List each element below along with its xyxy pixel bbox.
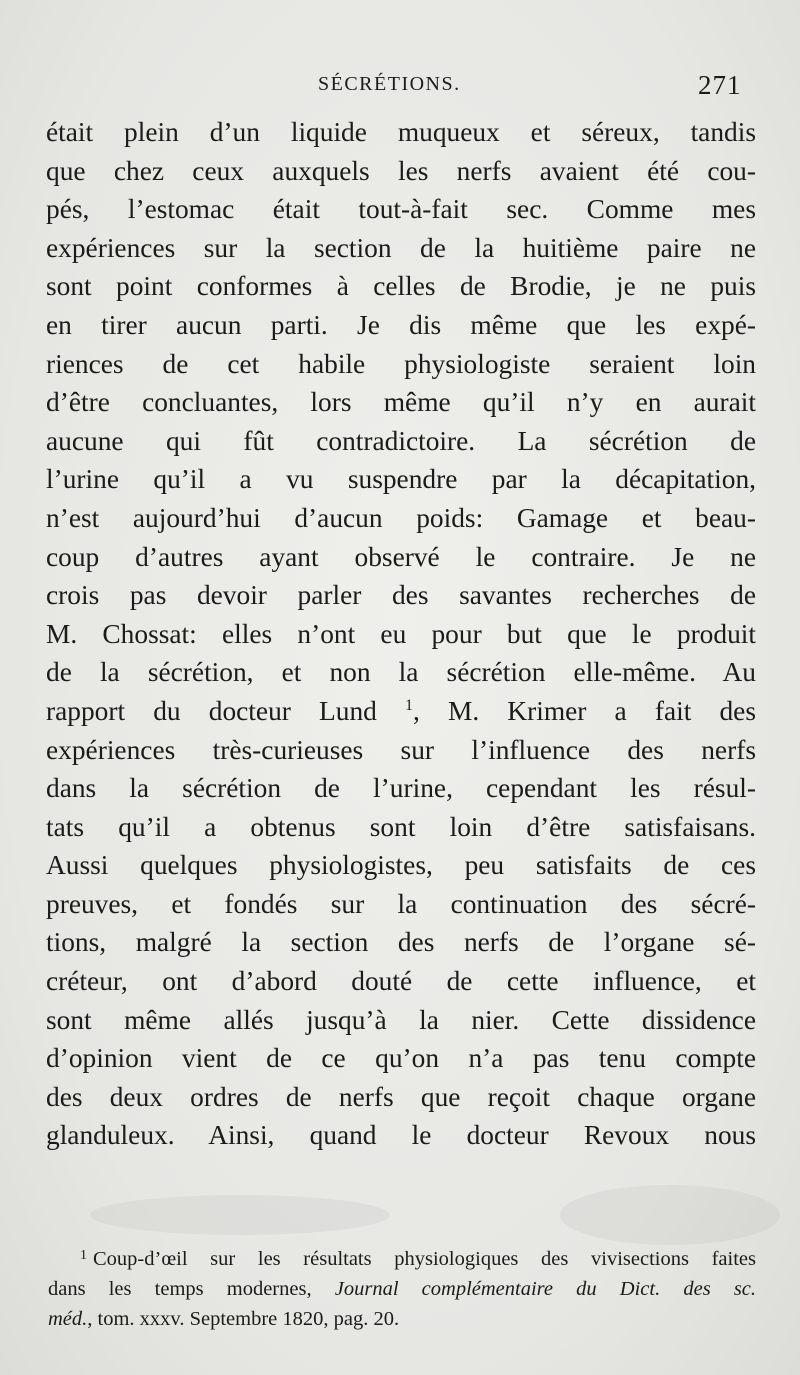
footnote-text: Coup-d’œil sur les résultats physiologiques des vivisections faites	[93, 1248, 756, 1270]
running-title: SÉCRÉTIONS.	[318, 73, 461, 95]
text-line: des deux ordres de nerfs que reçoit chaque organe	[46, 1081, 756, 1112]
text-line: expériences sur la section de la huitième paire ne	[46, 232, 756, 263]
text-line: crois pas devoir parler des savantes recherches de	[46, 580, 756, 611]
text-line: en tirer aucun parti. Je dis même que les expé-	[46, 309, 756, 340]
footnote-line	[48, 1274, 756, 1304]
text-line: dans la sécrétion de l’urine, cependant les résul-	[46, 773, 756, 804]
text-line: preuves, et fondés sur la continuation des sécré-	[46, 888, 756, 919]
text-line: que chez ceux auxquels les nerfs avaient été cou-	[46, 155, 756, 186]
text-line: aucune qui fût contradictoire. La sécrétion de	[46, 425, 756, 456]
footnote-reference[interactable]: 1	[404, 696, 413, 714]
footnote-line	[48, 1241, 756, 1274]
text-line: sont point conformes à celles de Brodie, je ne puis	[46, 271, 756, 302]
footnote-text: dans les temps modernes,	[48, 1278, 312, 1300]
text-segment: , M. Krimer a fait des	[412, 695, 756, 726]
text-line: expériences très-curieuses sur l’influence des nerfs	[46, 734, 756, 765]
text-line: l’urine qu’il a vu suspendre par la décapitation,	[46, 464, 756, 495]
text-line: sont même allés jusqu’à la nier. Cette dissidence	[46, 1004, 756, 1035]
footnote	[48, 1241, 756, 1334]
page-number: 271	[698, 70, 742, 100]
text-line-with-footnote-ref	[46, 692, 756, 731]
text-line: de la sécrétion, et non la sécrétion elle-même. Au	[46, 657, 756, 688]
text-line: pés, l’estomac était tout-à-fait sec. Comme mes	[46, 194, 756, 225]
journal-title-end: méd.	[48, 1308, 88, 1330]
text-line: d’opinion vient de ce qu’on n’a pas tenu compte	[46, 1043, 756, 1074]
paper-smudge	[560, 1185, 780, 1245]
body-text	[46, 113, 756, 1155]
text-line: M. Chossat: elles n’ont eu pour but que le produit	[46, 618, 756, 649]
text-line: était plein d’un liquide muqueux et séreux, tandis	[46, 117, 756, 147]
text-line: coup d’autres ayant observé le contraire. Je ne	[46, 541, 756, 572]
footnote-line	[48, 1304, 756, 1334]
journal-title: Journal complémentaire du Dict. des sc.	[334, 1278, 757, 1300]
footnote-marker: 1	[80, 1248, 87, 1263]
text-line: créteur, ont d’abord douté de cette influence, et	[46, 966, 756, 997]
text-line: tats qu’il a obtenus sont loin d’être satisfaisans.	[46, 811, 756, 842]
text-line: Aussi quelques physiologistes, peu satisfaits de ces	[46, 850, 756, 881]
text-line: d’être concluantes, lors même qu’il n’y en aurait	[46, 387, 756, 418]
text-segment: rapport du docteur Lund	[46, 695, 377, 726]
text-line: tions, malgré la section des nerfs de l’organe sé-	[46, 927, 756, 958]
text-line: glanduleux. Ainsi, quand le docteur Revoux nous	[46, 1120, 756, 1151]
paper-smudge	[90, 1195, 390, 1235]
footnote-text: , tom. xxxv. Septembre 1820, pag. 20.	[87, 1308, 400, 1330]
text-line: n’est aujourd’hui d’aucun poids: Gamage et beau-	[46, 502, 756, 533]
text-line: riences de cet habile physiologiste seraient loin	[46, 348, 756, 379]
